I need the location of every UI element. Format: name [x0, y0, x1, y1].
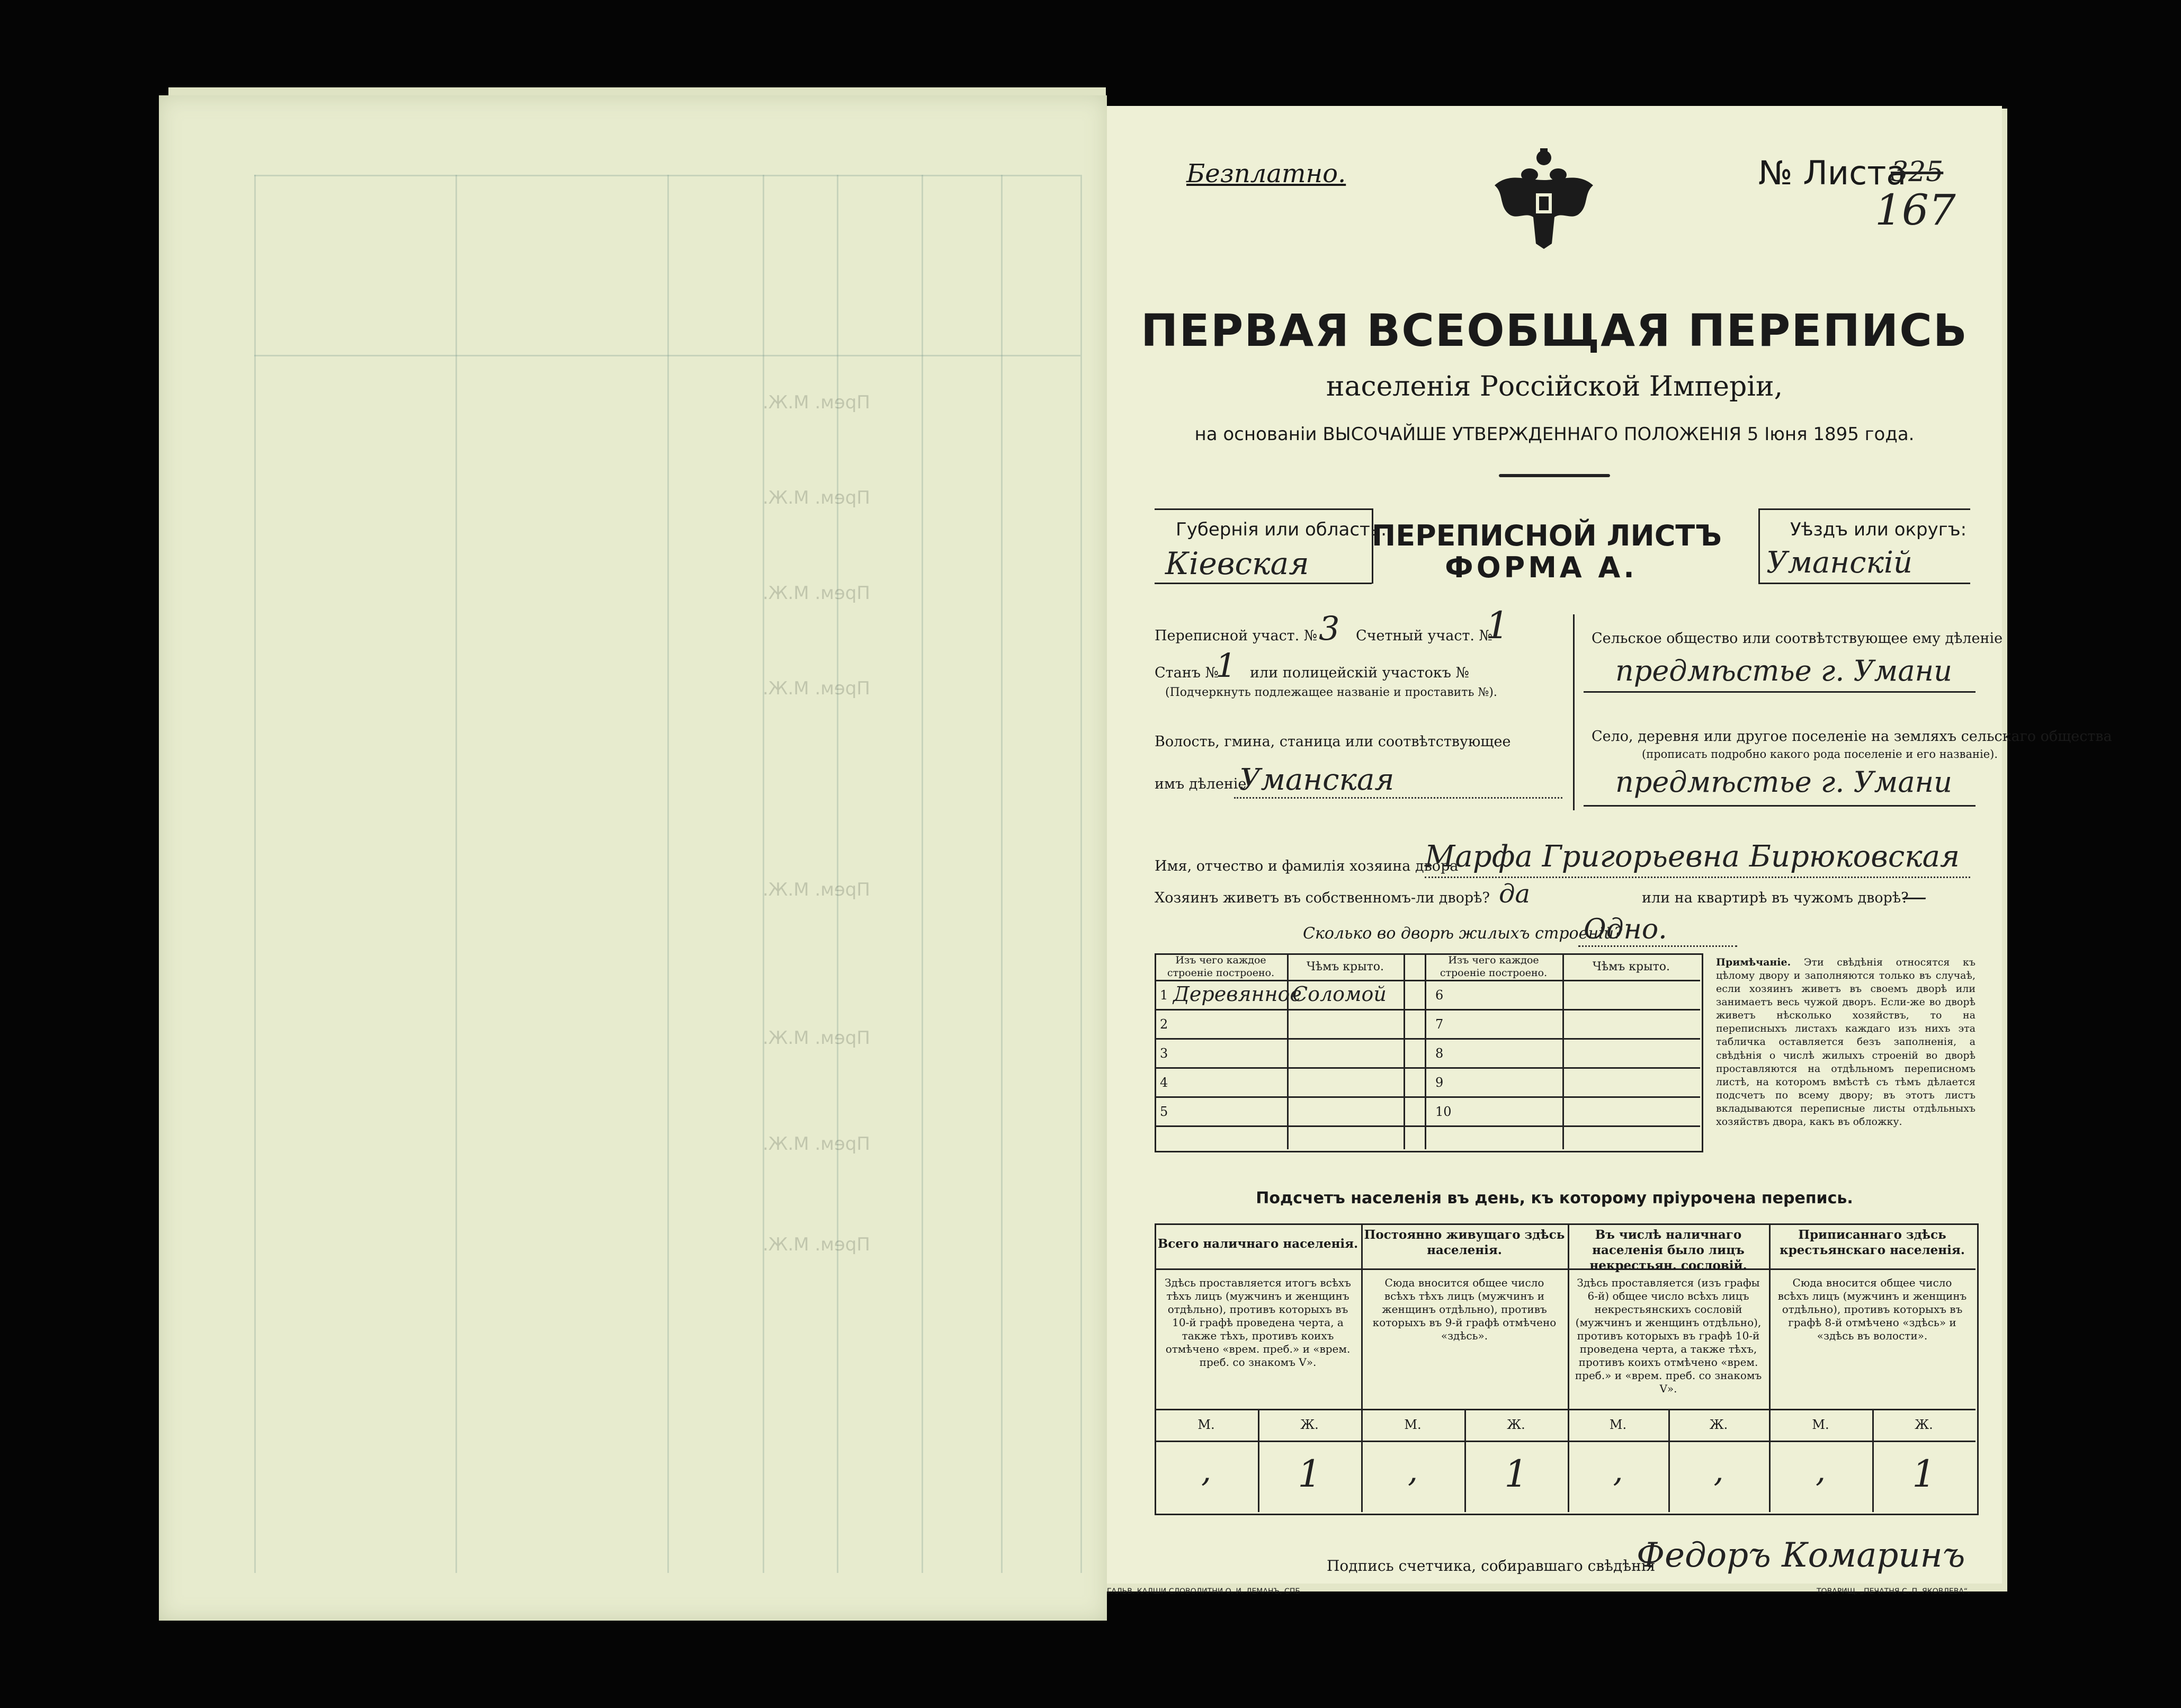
schet-value: 1 — [1486, 604, 1509, 647]
divider — [1758, 508, 1760, 584]
m-label: М. — [1609, 1417, 1627, 1432]
ghost-row-text: Прем. М.Ж. — [763, 487, 870, 508]
uezd-label: Уѣздъ или округъ: — [1790, 519, 1967, 540]
field-divider — [1573, 614, 1575, 810]
ghost-row-text: Прем. М.Ж. — [763, 1234, 870, 1255]
count-header-1: Всего наличнаго населенія. — [1157, 1237, 1358, 1251]
selskoe-label: Сельское общество или соотвѣтствующее ему дѣленіе — [1592, 630, 2003, 647]
m-label: М. — [1812, 1417, 1829, 1432]
col-material-header: Изъ чего каждое строеніе построено. — [1167, 954, 1275, 979]
selo-note: (прописать подробно какого рода поселеніе и его названіе). — [1642, 748, 1998, 761]
stan-label: Станъ № — [1155, 665, 1219, 681]
left-page — [159, 95, 1107, 1621]
gubernia-label: Губернія или область: — [1176, 519, 1387, 540]
uchast-label: Переписной участ. № — [1155, 628, 1318, 644]
rent-value: — — [1901, 882, 1927, 911]
m-label: М. — [1197, 1417, 1215, 1432]
footer-right: ТОВАРИЩ. „ПЕЧАТНЯ С. П. ЯКОВЛЕВА“. — [1817, 1587, 1970, 1596]
row-number: 2 — [1160, 1017, 1168, 1032]
count-desc-2: Сюда вносится общее число всѣхъ тѣхъ лицъ (мужчинъ и женщинъ отдѣльно), противъ которыхъ въ 9-й графѣ отмѣчено «здѣсь». — [1372, 1276, 1557, 1342]
col-roof-header: Чѣмъ крыто. — [1306, 960, 1384, 973]
signature-value: Федоръ Комаринъ — [1637, 1536, 1965, 1575]
imperial-eagle-icon — [1488, 143, 1599, 254]
table-row-line — [1155, 1038, 1700, 1040]
row-number: 8 — [1435, 1046, 1444, 1061]
col-roof-header-2: Чѣмъ крыто. — [1592, 960, 1670, 973]
selo-label: Село, деревня или другое поселеніе на земляхъ сельскаго общества — [1592, 728, 2112, 745]
owner-value: Марфа Григорьевна Бирюковская — [1425, 839, 1960, 874]
footer-left: ГАЛЬВ. КАЛШИ СЛОВОЛИТНИ О. И. ЛЕМАНЪ, СПБ — [1107, 1587, 1300, 1596]
ghost-rule — [1080, 175, 1082, 1573]
zh-label: Ж. — [1507, 1417, 1525, 1432]
ghost-row-text: Прем. М.Ж. — [763, 1027, 870, 1049]
col-material-header-2: Изъ чего каждое строеніе построено. — [1440, 954, 1548, 979]
count-value-zh: 1 — [1504, 1452, 1528, 1496]
ghost-row-text: Прем. М.Ж. — [763, 583, 870, 604]
ghost-rule — [1001, 175, 1003, 1573]
selskoe-underline — [1584, 691, 1976, 693]
count-value-m: , — [1407, 1452, 1418, 1489]
count-header-4: Приписаннаго здѣсь крестьянскаго населенія. — [1780, 1228, 1965, 1257]
ghost-rule — [254, 175, 256, 1573]
count-title: Подсчетъ населенія въ день, къ которому пріурочена перепись. — [1256, 1189, 1853, 1208]
row1-material: Деревянное — [1173, 982, 1302, 1006]
rent-label: или на квартирѣ въ чужомъ дворѣ? — [1642, 890, 1909, 906]
selskoe-value: предмѣстье г. Умани — [1615, 654, 1952, 687]
census-form-page — [1107, 106, 2112, 1596]
count-value-zh: , — [1713, 1452, 1724, 1489]
note-label: Примѣчаніе. — [1716, 956, 1791, 968]
row-number: 5 — [1160, 1104, 1168, 1119]
buildings-value: Одно. — [1584, 914, 1667, 945]
table-row-line — [1155, 1067, 1700, 1069]
table-row-line — [1155, 1096, 1700, 1098]
ghost-row-text: Прем. М.Ж. — [763, 392, 870, 413]
count-row-line — [1155, 1268, 1976, 1270]
own-house-label: Хозяинъ живетъ въ собственномъ-ли дворѣ? — [1155, 890, 1490, 906]
underline-note: (Подчеркнуть подлежащее названіе и проставить №). — [1165, 686, 1497, 699]
sheet-number-label: № Листа — [1758, 154, 1907, 192]
m-label: М. — [1404, 1417, 1422, 1432]
owner-label: Имя, отчество и фамилія хозяина двора — [1155, 858, 1459, 874]
ghost-rule — [837, 175, 838, 1573]
volost-label: Волость, гмина, станица или соотвѣтствующее — [1155, 734, 1511, 750]
row-number: 3 — [1160, 1046, 1168, 1061]
police-label: или полицейскій участокъ № — [1250, 665, 1470, 681]
zh-label: Ж. — [1300, 1417, 1319, 1432]
count-desc-3: Здѣсь проставляется (изъ графы 6-й) общее число всѣхъ лицъ некрестьянскихъ сословій (мужчинъ и женщинъ отдѣльно), противъ которыхъ въ графѣ 10-й проведена черта, а также тѣхъ, противъ коихъ отмѣчено «врем. преб.» и «врем. преб. со знакомъ V». — [1575, 1276, 1762, 1395]
uchast-value: 3 — [1319, 609, 1340, 648]
uezd-underline — [1758, 583, 1970, 584]
count-header-2: Постоянно живущаго здѣсь населенія. — [1364, 1228, 1565, 1257]
sheet-number-written: 167 — [1875, 185, 1956, 235]
gubernia-underline — [1155, 583, 1372, 584]
row-number: 10 — [1435, 1104, 1452, 1119]
schet-label: Счетный участ. № — [1356, 628, 1493, 644]
sheet-number-struck: 325 — [1891, 156, 1944, 188]
count-row-line — [1155, 1441, 1976, 1442]
count-desc-4: Сюда вносится общее число всѣхъ лицъ (мужчинъ и женщинъ отдѣльно), противъ которыхъ въ графѣ 8-й отмѣчено «здѣсь» и «здѣсь въ волости». — [1777, 1276, 1967, 1342]
buildings-underline — [1578, 945, 1737, 947]
ornament-divider — [1499, 474, 1610, 477]
census-title: ПЕРВАЯ ВСЕОБЩАЯ ПЕРЕПИСЬ — [1141, 305, 1968, 356]
count-value-m: , — [1815, 1452, 1826, 1489]
owner-underline — [1425, 877, 1970, 878]
volost-label-2: имъ дѣленіе — [1155, 776, 1247, 792]
table-row-line — [1155, 980, 1700, 981]
buildings-label: Сколько во дворѣ жилыхъ строеній? — [1303, 924, 1623, 943]
row-number: 7 — [1435, 1017, 1444, 1032]
table-col — [1425, 953, 1426, 1149]
ghost-rule — [922, 175, 923, 1573]
table-col — [1562, 953, 1564, 1149]
ghost-rule — [455, 175, 457, 1573]
count-header-3: Въ числѣ наличнаго населенія было лицъ некрестьян. сословій. — [1589, 1228, 1747, 1273]
zh-label: Ж. — [1709, 1417, 1728, 1432]
selo-underline — [1584, 805, 1976, 807]
form-type: ФОРМА А. — [1445, 551, 1638, 584]
row-number: 6 — [1435, 988, 1444, 1003]
table-row-line — [1155, 1125, 1700, 1127]
gubernia-value: Кіевская — [1165, 546, 1309, 582]
own-house-value: да — [1499, 879, 1531, 909]
volost-underline — [1234, 797, 1562, 799]
row-number: 1 — [1160, 988, 1168, 1003]
uezd-value: Уманскій — [1766, 546, 1912, 580]
form-title: ПЕРЕПИСНОЙ ЛИСТЪ — [1372, 519, 1722, 552]
ghost-rule — [667, 175, 669, 1573]
note-text: Эти свѣдѣнія относятся къ цѣлому двору и заполняются только въ случаѣ, если хозяинъ живетъ въ своемъ дворѣ или занимаетъ весь чужой дворъ. Если-же во дворѣ живетъ нѣсколько хозяйствъ, то на переписныхъ листахъ каждаго изъ нихъ эта табличка оставляется безъ заполненія, а свѣдѣнія о числѣ жилыхъ строеній во дворѣ проставляются на отдѣльномъ переписномъ листѣ, на которомъ вмѣстѣ съ тѣмъ дѣлается подсчетъ по всему двору; въ этотъ листъ вкладываются переписные листы отдѣльныхъ хозяйствъ двора, какъ въ обложку. — [1716, 956, 1976, 1128]
note-block — [1716, 956, 1976, 1129]
count-value-m: , — [1613, 1452, 1623, 1489]
ghost-row-text: Прем. М.Ж. — [763, 1133, 870, 1155]
row-number: 9 — [1435, 1075, 1444, 1090]
zh-label: Ж. — [1915, 1417, 1933, 1432]
census-subtitle: населенія Россійской Имперіи, — [1326, 371, 1783, 403]
table-row-line — [1155, 1009, 1700, 1011]
count-value-zh: 1 — [1912, 1452, 1936, 1496]
count-row-line — [1155, 1409, 1976, 1410]
uezd-topline — [1758, 508, 1970, 510]
volost-value: Уманская — [1239, 763, 1395, 797]
stan-value: 1 — [1215, 646, 1237, 685]
ghost-row-text: Прем. М.Ж. — [763, 678, 870, 699]
ghost-rule — [763, 175, 764, 1573]
count-value-zh: 1 — [1298, 1452, 1321, 1496]
ghost-row-text: Прем. М.Ж. — [763, 879, 870, 900]
selo-value: предмѣстье г. Умани — [1615, 765, 1952, 799]
count-value-m: , — [1201, 1452, 1212, 1489]
count-desc-1: Здѣсь проставляется итогъ всѣхъ тѣхъ лицъ (мужчинъ и женщинъ отдѣльно), противъ которыхъ въ 10-й графѣ проведена черта, а также тѣхъ, противъ коихъ отмѣчено «врем. преб.» и «врем. преб. со знакомъ V». — [1165, 1276, 1351, 1369]
free-label: Безплатно. — [1186, 159, 1346, 189]
row1-roof: Соломой — [1292, 982, 1387, 1006]
table-col — [1404, 953, 1405, 1149]
row-number: 4 — [1160, 1075, 1168, 1090]
census-basis: на основаніи ВЫСОЧАЙШЕ УТВЕРЖДЕННАГО ПОЛОЖЕНІЯ 5 Іюня 1895 года. — [1194, 424, 1915, 445]
signature-label: Подпись счетчика, собиравшаго свѣдѣнія — [1327, 1557, 1656, 1575]
